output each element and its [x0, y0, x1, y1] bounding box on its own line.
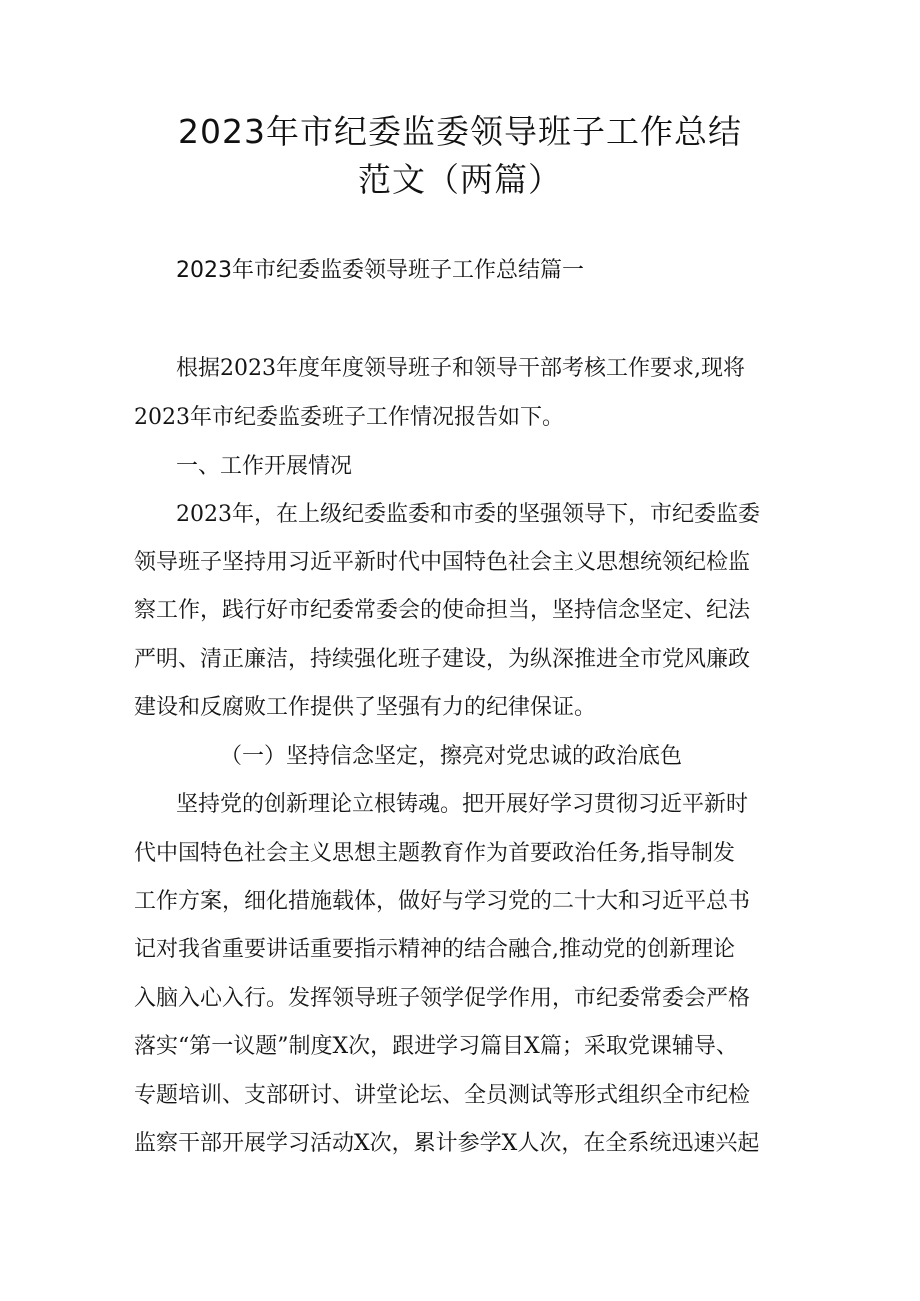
- document-title-line-2: 范文（两篇）: [358, 160, 562, 199]
- subsection1-line-2: 代中国特色社会主义思想主题教育作为首要政治任务,指导制发: [134, 841, 735, 866]
- section1-line-4: 严明、清正廉洁，持续强化班子建设，为纵深推进全市党风廉政: [134, 647, 751, 672]
- intro-line-1: 根据2023年度年度领导班子和领导干部考核工作要求,现将: [176, 356, 745, 381]
- subsection1-line-5: 入脑入心入行。发挥领导班子领学促学作用，市纪委常委会严格: [134, 986, 751, 1011]
- article-subtitle: 2023年市纪委监委领导班子工作总结篇一: [176, 258, 584, 283]
- section1-line-5: 建设和反腐败工作提供了坚强有力的纪律保证。: [134, 695, 597, 720]
- subsection-heading-1: （一）坚持信念坚定，擦亮对党忠诚的政治底色: [220, 744, 683, 769]
- document-title-line-1: 2023年市纪委监委领导班子工作总结: [178, 112, 742, 151]
- subsection1-line-6: 落实“第一议题”制度X次，跟进学习篇目X篇；采取党课辅导、: [134, 1034, 738, 1059]
- subsection1-line-1: 坚持党的创新理论立根铸魂。把开展好学习贯彻习近平新时: [176, 792, 749, 817]
- subsection1-line-8: 监察干部开展学习活动X次，累计参学X人次，在全系统迅速兴起: [134, 1131, 760, 1156]
- section1-line-2: 领导班子坚持用习近平新时代中国特色社会主义思想统领纪检监: [134, 550, 751, 575]
- subsection1-line-3: 工作方案，细化措施载体，做好与学习党的二十大和习近平总书: [134, 889, 751, 914]
- section1-line-1: 2023年，在上级纪委监委和市委的坚强领导下，市纪委监委: [176, 502, 760, 527]
- subsection1-line-7: 专题培训、支部研讨、讲堂论坛、全员测试等形式组织全市纪检: [134, 1083, 751, 1108]
- subsection1-line-4: 记对我省重要讲话重要指示精神的结合融合,推动党的创新理论: [134, 937, 735, 962]
- intro-line-2: 2023年市纪委监委班子工作情况报告如下。: [134, 405, 564, 430]
- section1-line-3: 察工作，践行好市纪委常委会的使命担当，坚持信念坚定、纪法: [134, 598, 751, 623]
- section-heading-1: 一、工作开展情况: [176, 454, 353, 479]
